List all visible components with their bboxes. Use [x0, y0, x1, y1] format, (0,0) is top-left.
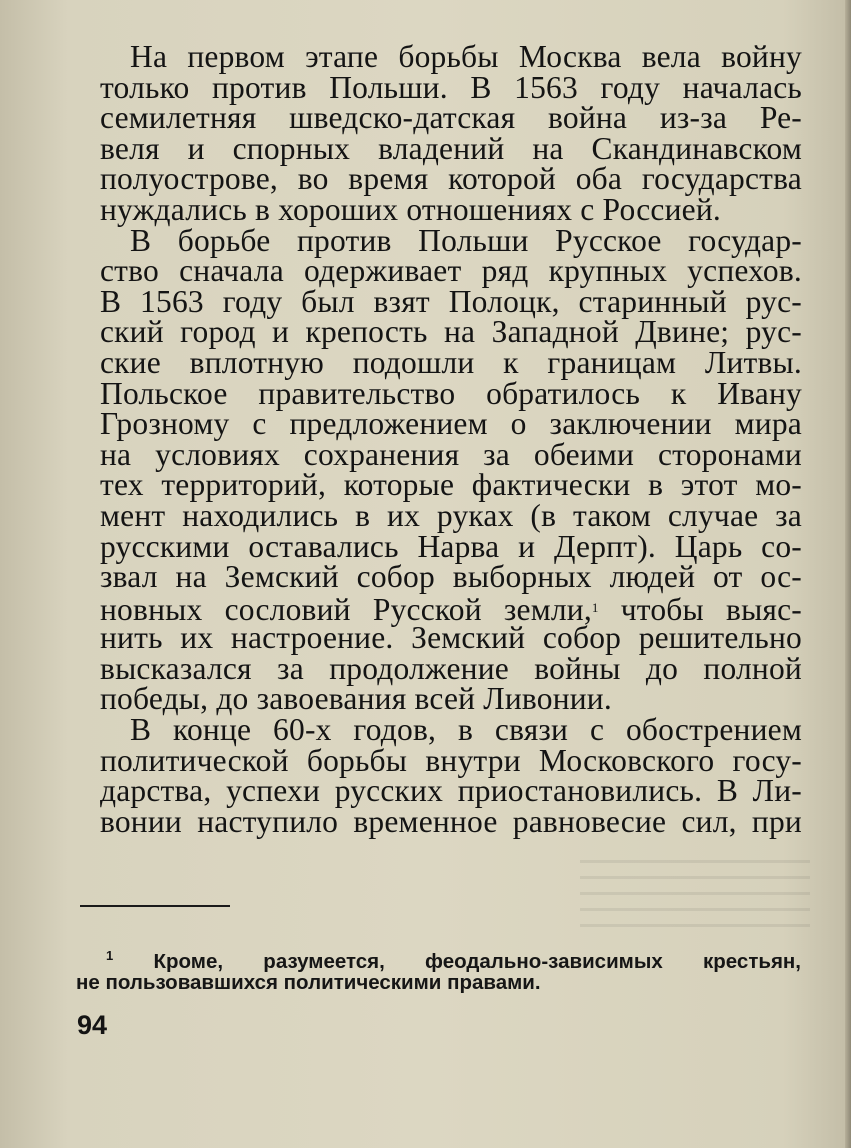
text-line: нуждались в хороших отношениях с Россией.: [100, 191, 721, 227]
text-line: нить их настроение. Земский собор решительно: [100, 620, 802, 656]
text-line: ство сначала одерживает ряд крупных успехов.: [100, 253, 802, 289]
footnote-divider: [80, 905, 230, 907]
footnote-text: Кроме, разумеется, феодально-зависимых крестьян,: [113, 950, 801, 973]
text-line: На первом этапе борьбы Москва вела войну: [130, 39, 802, 74]
footnote-line: [76, 942, 801, 973]
main-text: [100, 39, 802, 839]
text-line: на условиях сохранения за обеими сторонами: [100, 436, 802, 472]
bleed-through-text: [580, 860, 810, 930]
text-line: вонии наступило временное равновесие сил, при: [100, 803, 802, 839]
footnote-ref-marker: 1: [591, 599, 599, 615]
text-line: звал на Земский собор выборных людей от ос-: [100, 559, 802, 595]
page-edge: [845, 0, 851, 1148]
text-line: тех территорий, которые фактически в этот мо-: [100, 467, 802, 503]
text-line: веля и спорных владений на Скандинавском: [100, 130, 802, 166]
page-number: 94: [77, 1010, 108, 1040]
text-line: полуострове, во время которой оба государства: [100, 161, 802, 197]
text-line: политической борьбы внутри Московского госу-: [100, 742, 802, 778]
text-line: только против Польши. В 1563 году началась: [100, 69, 802, 105]
text-line: ский город и крепость на Западной Двине; рус-: [100, 314, 802, 350]
text-line: дарства, успехи русских приостановились. В Ли-: [100, 773, 802, 809]
text-line: Грозному с предложением о заключении мира: [100, 406, 802, 442]
text-line: ские вплотную подошли к границам Литвы.: [100, 344, 802, 380]
text-segment: новных сословий Русской земли,: [100, 591, 592, 627]
footnote-marker: 1: [106, 948, 114, 963]
text-line: русскими оставались Нарва и Дерпт). Царь со-: [100, 528, 802, 564]
text-line: высказался за продолжение войны до полной: [100, 650, 802, 686]
text-line-with-footnote-ref: [100, 591, 802, 627]
text-line: В 1563 году был взят Полоцк, старинный рус-: [100, 283, 802, 319]
text-segment: чтобы выяс-: [598, 591, 802, 627]
text-line: семилетняя шведско-датская война из-за Ре-: [100, 100, 802, 136]
text-line: В конце 60-х годов, в связи с обострением: [130, 712, 802, 748]
text-line: мент находились в их руках (в таком случае за: [100, 497, 802, 533]
text-line: Польское правительство обратилось к Ивану: [100, 375, 802, 411]
text-line: победы, до завоевания всей Ливонии.: [100, 681, 612, 717]
footnote-line: не пользовавшихся политическими правами.: [76, 971, 541, 994]
text-line: В борьбе против Польши Русское государ-: [130, 222, 802, 258]
footnote: [76, 942, 801, 996]
